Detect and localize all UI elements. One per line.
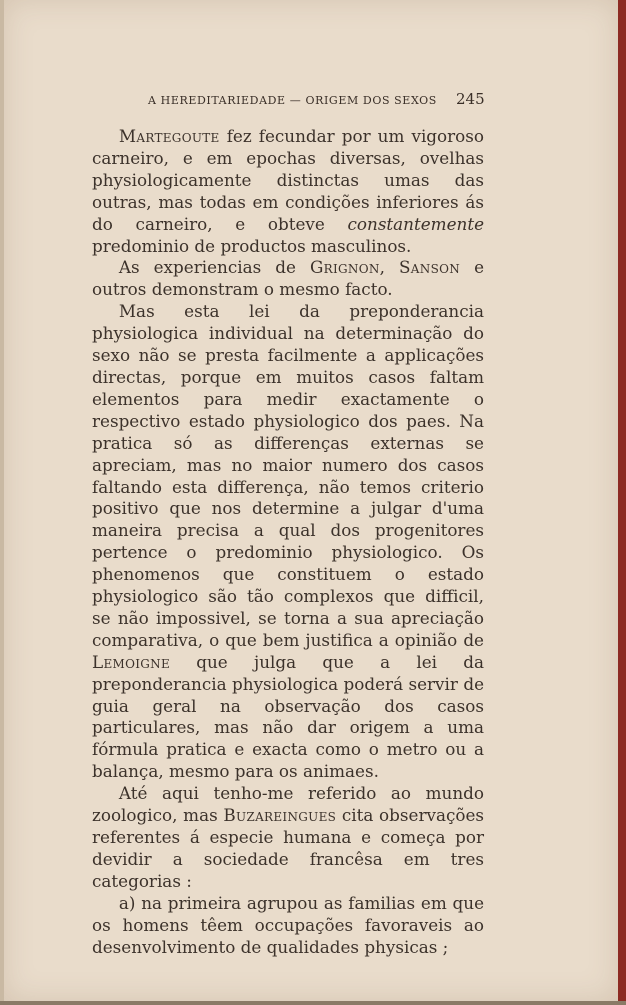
paragraph-text: e outros demonstram o mesmo facto. (92, 257, 484, 300)
page-number: 245 (456, 90, 485, 108)
paragraph-5 (92, 893, 484, 959)
paragraph-text: , (379, 257, 400, 278)
paragraph-text: As experiencias de (118, 257, 310, 278)
paragraph-text: predominio de productos masculinos. (92, 235, 412, 256)
paragraph-text: cita observações referentes á especie humana e começa por devidir a sociedade francêsa em tres categorias : (92, 805, 484, 891)
emphasis-text: constantemente (347, 213, 484, 234)
running-head: A HEREDITARIEDADE — ORIGEM DOS SEXOS (148, 94, 437, 107)
book-edge-right (618, 0, 626, 1005)
paragraph-3 (92, 301, 484, 783)
paragraph-text: Mas esta lei da preponderancia physiologica individual na determinação do sexo não se presta facilmente a applicações directas, porque em muitos casos faltam elementos para medir exactamente o respectivo estado physiologico dos paes. Na pratica só as differenças externas se apreciam, mas no maior numero dos casos faltando esta differença, não temos criterio positivo que nos determine a julgar d'uma maneira precisa a qual dos progenitores pertence o predominio physiologico. Os phenomenos que constituem o estado physiologico são tão complexos que difficil, se não impossivel, se torna a sua apreciação comparativa, o que bem justifica a opinião de (92, 301, 484, 650)
author-name: Sanson (399, 257, 461, 278)
author-name: Lemoigne (92, 651, 171, 672)
paragraph-text: que julga que a lei da preponderancia physiologica poderá servir de guia geral na observação dos casos particulares, mas não dar origem a uma fórmula pratica e exacta como o metro ou a balança, mesmo para os animaes. (92, 651, 484, 782)
page-body (92, 126, 484, 958)
page-header (0, 90, 626, 110)
paragraph-text: fez fecundar por um vigoroso carneiro, e em epochas diversas, ovelhas physiologicamente distinctas umas das outras, mas todas em condições inferiores ás do carneiro, e obteve (92, 126, 484, 234)
paragraph-text: Até aqui tenho-me referido ao mundo zoologico, mas (92, 783, 484, 826)
author-name: Buzareingues (223, 805, 337, 826)
author-name: Grignon (309, 257, 380, 278)
paragraph-4 (92, 783, 484, 893)
author-name: Martegoute (118, 126, 220, 146)
book-edge-bottom (0, 1001, 626, 1005)
paragraph-2 (92, 257, 484, 301)
paragraph-1 (92, 126, 484, 257)
paragraph-text: a) na primeira agrupou as familias em que os homens têem occupações favoraveis ao desenvolvimento de qualidades physicas ; (92, 892, 484, 957)
